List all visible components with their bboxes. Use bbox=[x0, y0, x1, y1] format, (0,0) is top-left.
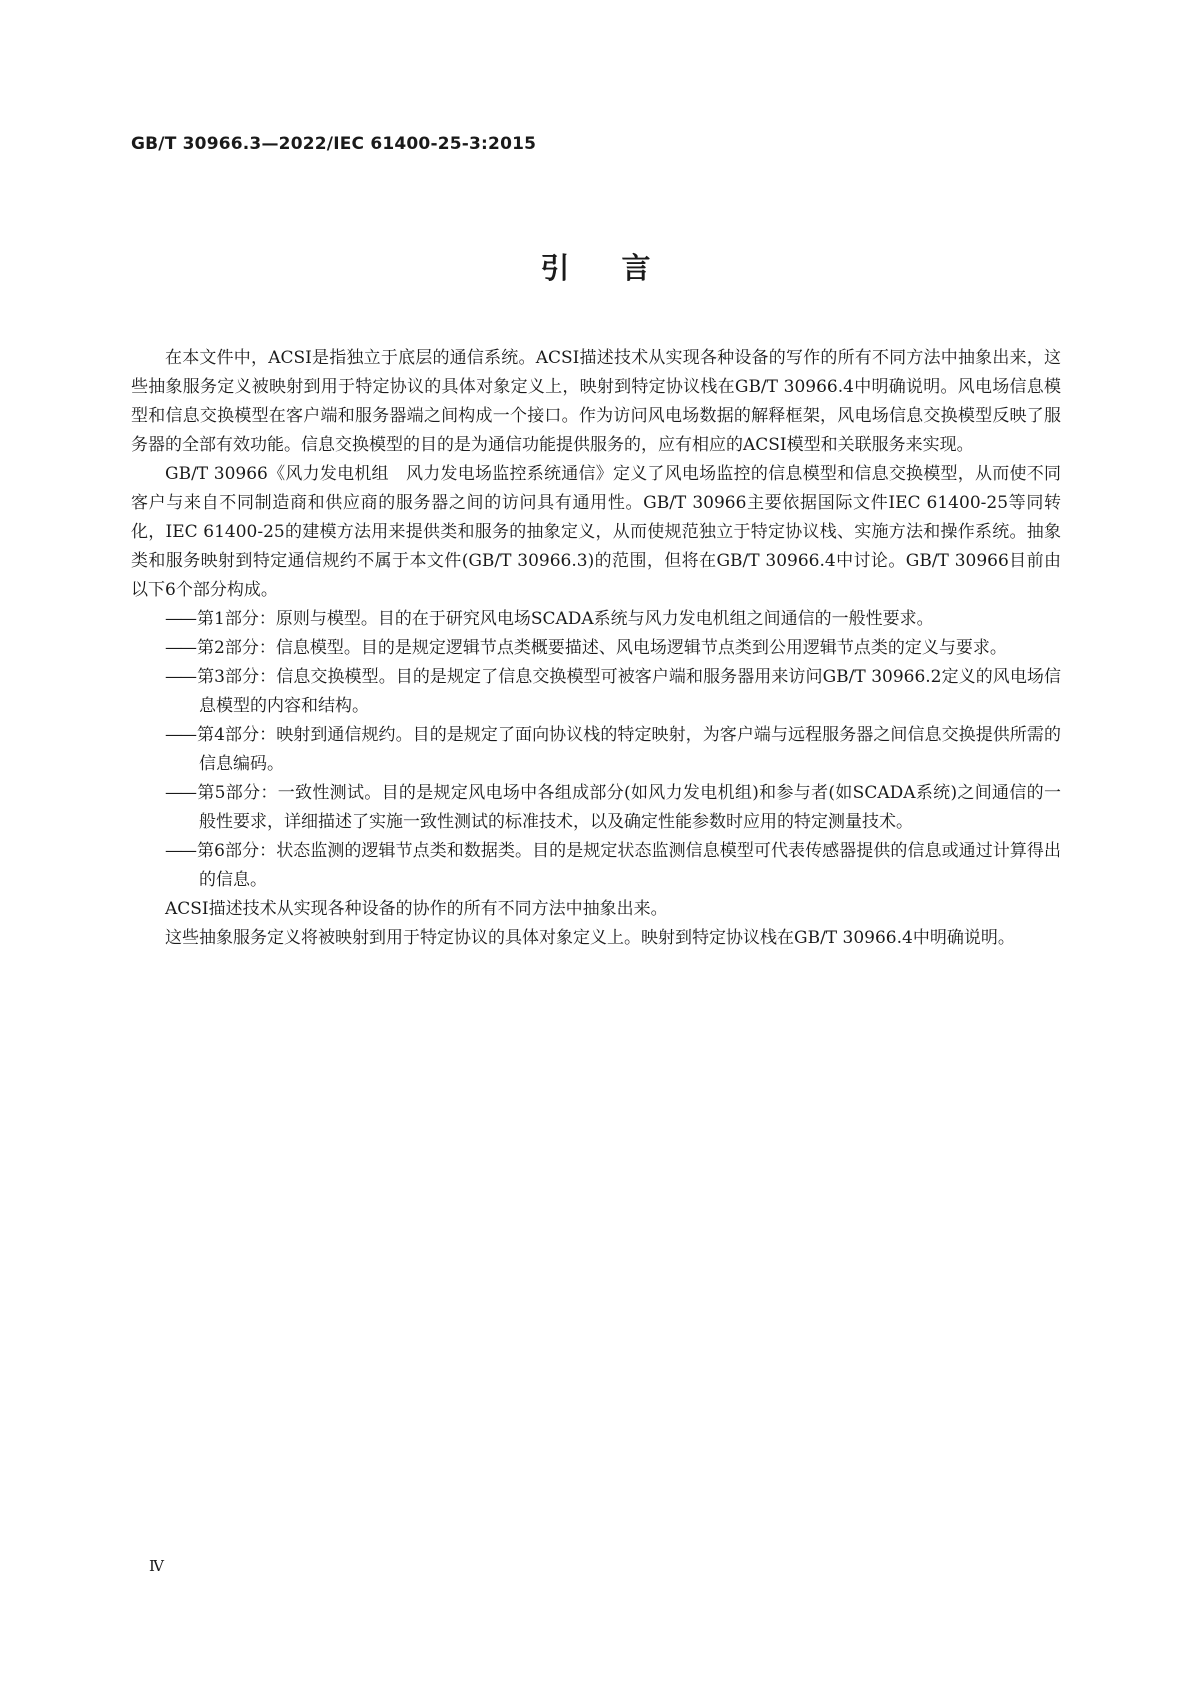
list-item-part-5 bbox=[131, 779, 1061, 837]
list-item-text: 第1部分：原则与模型。目的在于研究风电场SCADA系统与风力发电机组之间通信的一般性要求。 bbox=[197, 609, 934, 629]
list-item-part-2 bbox=[131, 634, 1061, 663]
list-item-text: 第2部分：信息模型。目的是规定逻辑节点类概要描述、风电场逻辑节点类到公用逻辑节点类的定义与要求。 bbox=[197, 638, 1007, 658]
list-item-part-3 bbox=[131, 663, 1061, 721]
list-item-text: 第6部分：状态监测的逻辑节点类和数据类。目的是规定状态监测信息模型可代表传感器提供的信息或通过计算得出的信息。 bbox=[197, 841, 1061, 890]
list-item-part-1 bbox=[131, 605, 1061, 634]
list-item-part-4 bbox=[131, 721, 1061, 779]
section-title: 引言 bbox=[540, 251, 703, 285]
paragraph-series-overview: GB/T 30966《风力发电机组 风力发电场监控系统通信》定义了风电场监控的信息模型和信息交换模型，从而使不同客户与来自不同制造商和供应商的服务器之间的访问具有通用性。GB/T 30966主要依据国际文件IEC 61400-25等同转化，IEC 61400-25的建模方法用来提供类和服务的抽象定义，从而使规范独立于特定协议栈、实施方法和操作系统。抽象类和服务映射到特定通信规约不属于本文件(GB/T 30966.3)的范围，但将在GB/T 30966.4中讨论。GB/T 30966目前由以下6个部分构成。 bbox=[131, 464, 1061, 600]
list-dash: —— bbox=[165, 841, 195, 861]
standard-code-header: GB/T 30966.3—2022/IEC 61400-25-3:2015 bbox=[131, 134, 537, 154]
list-dash: —— bbox=[165, 638, 195, 658]
document-body bbox=[131, 344, 1061, 953]
paragraph-mapping: 这些抽象服务定义将被映射到用于特定协议的具体对象定义上。映射到特定协议栈在GB/T 30966.4中明确说明。 bbox=[165, 928, 1015, 948]
paragraph-intro: 在本文件中，ACSI是指独立于底层的通信系统。ACSI描述技术从实现各种设备的写作的所有不同方法中抽象出来，这些抽象服务定义被映射到用于特定协议的具体对象定义上，映射到特定协议栈在GB/T 30966.4中明确说明。风电场信息模型和信息交换模型在客户端和服务器端之间构成一个接口。作为访问风电场数据的解释框架，风电场信息交换模型反映了服务器的全部有效功能。信息交换模型的目的是为通信功能提供服务的，应有相应的ACSI模型和关联服务来实现。 bbox=[131, 348, 1061, 455]
list-item-text: 第5部分：一致性测试。目的是规定风电场中各组成部分(如风力发电机组)和参与者(如SCADA系统)之间通信的一般性要求，详细描述了实施一致性测试的标准技术，以及确定性能参数时应用的特定测量技术。 bbox=[197, 783, 1061, 832]
list-dash: —— bbox=[165, 725, 195, 745]
paragraph-acsi-abstraction: ACSI描述技术从实现各种设备的协作的所有不同方法中抽象出来。 bbox=[165, 899, 668, 919]
list-dash: —— bbox=[165, 783, 195, 803]
list-item-text: 第4部分：映射到通信规约。目的是规定了面向协议栈的特定映射，为客户端与远程服务器之间信息交换提供所需的信息编码。 bbox=[197, 725, 1061, 774]
list-item-part-6 bbox=[131, 837, 1061, 895]
list-dash: —— bbox=[165, 667, 195, 687]
page-number: Ⅳ bbox=[149, 1557, 164, 1575]
list-dash: —— bbox=[165, 609, 195, 629]
parts-list bbox=[131, 605, 1061, 895]
list-item-text: 第3部分：信息交换模型。目的是规定了信息交换模型可被客户端和服务器用来访问GB/T 30966.2定义的风电场信息模型的内容和结构。 bbox=[197, 667, 1061, 716]
